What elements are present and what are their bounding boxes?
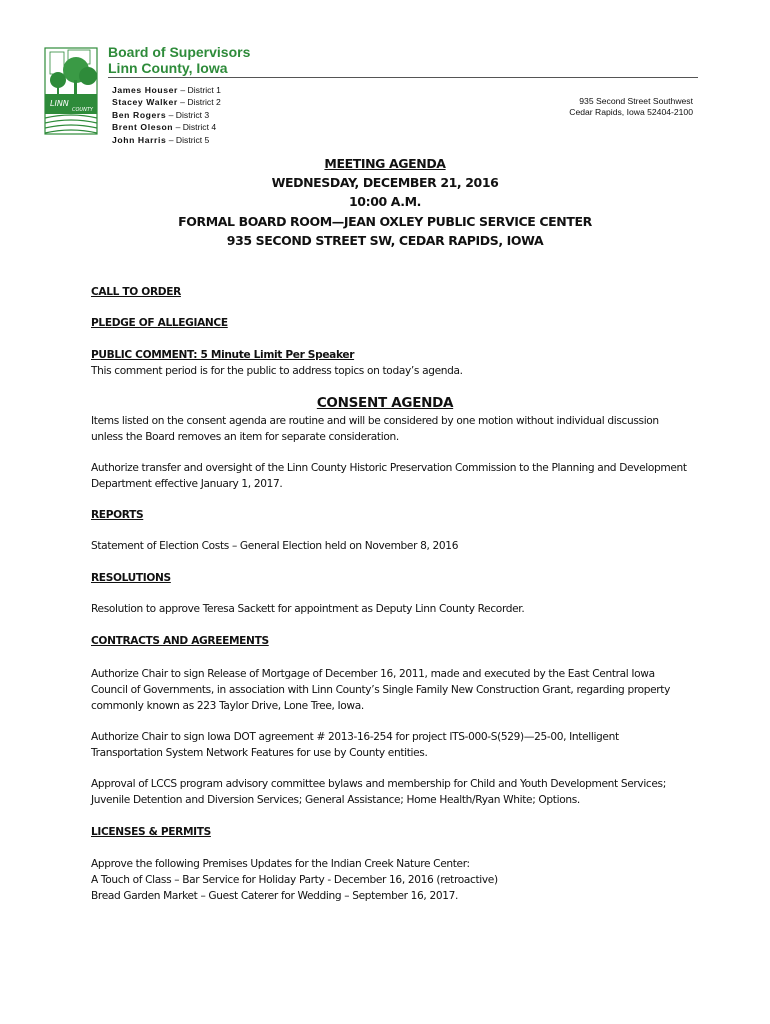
public-comment-heading: PUBLIC COMMENT: 5 Minute Limit Per Speaker <box>91 349 355 361</box>
supervisor-name: John Harris <box>112 134 167 145</box>
supervisor-row <box>112 134 221 146</box>
licenses-intro: Approve the following Premises Updates for the Indian Creek Nature Center: <box>91 858 470 870</box>
supervisor-district: – District 5 <box>168 134 210 145</box>
svg-text:COUNTY: COUNTY <box>72 107 93 113</box>
resolutions-item: Resolution to approve Teresa Sackett for appointment as Deputy Linn County Recorder. <box>91 603 525 615</box>
licenses-heading: LICENSES & PERMITS <box>91 826 211 838</box>
resolutions-section <box>91 570 691 586</box>
meeting-time: 10:00 A.M. <box>349 194 421 210</box>
supervisor-row <box>112 96 221 108</box>
reports-section <box>91 507 691 523</box>
call-to-order-section <box>91 284 691 300</box>
contracts-item: Authorize Chair to sign Iowa DOT agreement # 2013-16-254 for project ITS-000-S(529)—25-00, Intelligent Transportation System Network Features for use by County entities. <box>91 731 619 759</box>
licenses-list <box>91 856 691 904</box>
resolutions-heading: RESOLUTIONS <box>91 572 171 584</box>
contracts-heading: CONTRACTS AND AGREEMENTS <box>91 635 269 647</box>
supervisor-row <box>112 121 221 133</box>
supervisor-district: – District 3 <box>168 109 210 120</box>
office-address <box>569 96 693 118</box>
contracts-item: Approval of LCCS program advisory committee bylaws and membership for Child and Youth Development Services; Juvenile Detention and Diversion Services; General Assistance; Home Health/Ryan White; Options. <box>91 778 666 806</box>
meeting-heading <box>0 154 770 250</box>
org-title-line2: Linn County, Iowa <box>108 60 228 76</box>
consent-item: Authorize transfer and oversight of the Linn County Historic Preservation Commission to the Planning and Development Department effective January 1, 2017. <box>91 462 687 490</box>
meeting-title: MEETING AGENDA <box>324 156 446 171</box>
header-divider <box>108 77 698 78</box>
meeting-date: WEDNESDAY, DECEMBER 21, 2016 <box>271 175 499 191</box>
org-title-line1: Board of Supervisors <box>108 44 251 60</box>
address-line1: 935 Second Street Southwest <box>579 96 693 106</box>
public-comment-text: This comment period is for the public to address topics on today’s agenda. <box>91 365 463 377</box>
pledge-section <box>91 315 691 331</box>
supervisor-district: – District 1 <box>180 85 221 95</box>
reports-heading: REPORTS <box>91 509 144 521</box>
supervisor-name: Stacey Walker <box>112 97 178 108</box>
consent-intro: Items listed on the consent agenda are routine and will be considered by one motion without individual discussion unless the Board removes an item for separate consideration. <box>91 415 659 443</box>
contracts-item: Authorize Chair to sign Release of Mortgage of December 16, 2011, made and executed by the East Central Iowa Council of Governments, in association with Linn County’s Single Family New Construction Grant, regarding property commonly known as 223 Taylor Drive, Lone Tree, Iowa. <box>91 668 671 712</box>
reports-item: Statement of Election Costs – General Election held on November 8, 2016 <box>91 540 459 552</box>
supervisor-name: Brent Oleson <box>112 122 174 133</box>
licenses-section <box>91 824 691 840</box>
logo-lettering: LINN <box>50 99 69 108</box>
linn-county-logo <box>42 46 102 136</box>
licenses-item: Bread Garden Market – Guest Caterer for Wedding – September 16, 2017. <box>91 890 459 902</box>
supervisor-district: – District 2 <box>180 97 221 108</box>
licenses-item: A Touch of Class – Bar Service for Holiday Party - December 16, 2016 (retroactive) <box>91 874 498 886</box>
meeting-address: 935 SECOND STREET SW, CEDAR RAPIDS, IOWA <box>226 232 544 248</box>
supervisor-district: – District 4 <box>175 122 217 133</box>
pledge-heading: PLEDGE OF ALLEGIANCE <box>91 317 228 329</box>
supervisor-list <box>112 84 221 146</box>
org-title <box>108 44 250 76</box>
supervisor-row <box>112 109 221 121</box>
supervisor-row <box>112 84 221 96</box>
tree-logo-icon <box>42 46 102 136</box>
meeting-location: FORMAL BOARD ROOM—JEAN OXLEY PUBLIC SERVICE CENTER <box>178 213 592 229</box>
contracts-section <box>91 633 691 649</box>
address-line2: Cedar Rapids, Iowa 52404-2100 <box>569 107 693 117</box>
supervisor-name: James Houser <box>112 85 178 95</box>
public-comment-section <box>91 347 691 379</box>
call-to-order-heading: CALL TO ORDER <box>91 286 181 298</box>
supervisor-name: Ben Rogers <box>112 109 167 120</box>
consent-agenda-heading: CONSENT AGENDA <box>316 395 454 411</box>
